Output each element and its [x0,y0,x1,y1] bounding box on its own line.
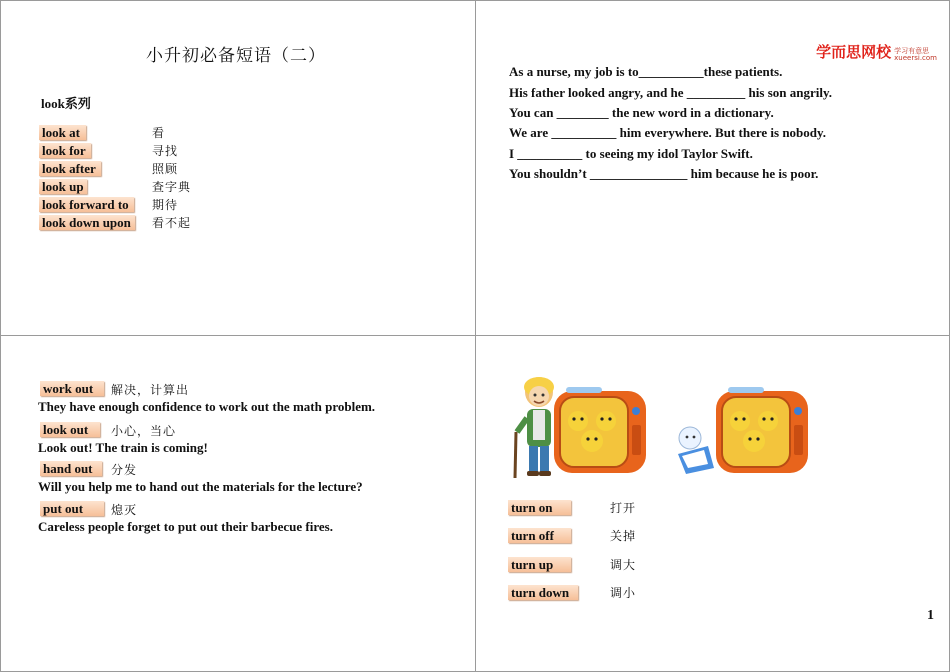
tv-illustration [552,385,648,479]
baby-illustration [668,424,720,480]
exercise-sentence-3: You can ________ the new word in a dictionary. [509,105,774,120]
phrase-turn-off [508,527,571,544]
logo-text: 学而思网校 [816,43,892,61]
phrase-put-out [40,500,104,517]
phrase-look-out [40,421,100,438]
phrase-tag: look out [40,422,100,437]
exercise-sentence-4: We are __________ him everywhere. But there is nobody. [509,125,827,140]
example-sentence: Will you help me to hand out the materials for the lecture? [38,479,363,494]
example-sentence: They have enough confidence to work out the math problem. [38,399,376,414]
phrase-tag: look down upon [39,215,135,230]
phrase-meaning: 调小 [610,586,637,600]
phrase-tag: look forward to [39,197,134,212]
phrase-tag: look after [39,161,101,176]
phrase-meaning: 看不起 [152,216,192,230]
phrase-look-after [39,160,101,177]
phrase-meaning: 期待 [152,198,179,212]
exercise-sentence-5: I __________ to seeing my idol Taylor Swift. [509,146,753,161]
phrase-tag: put out [40,501,104,516]
phrase-tag: look for [39,143,91,158]
phrase-tag: look up [39,179,87,194]
phrase-turn-up [508,556,571,573]
phrase-meaning: 寻找 [152,144,179,158]
phrase-look-down-upon [39,214,135,231]
phrase-look-forward-to [39,196,134,213]
xueersi-logo [816,41,937,62]
exercise-sentence-1: As a nurse, my job is to__________these patients. [509,64,783,79]
logo-url: xueersi.com [894,54,937,62]
phrase-meaning: 照顾 [152,162,179,176]
page-title: 小升初必备短语（二） [146,46,326,66]
phrase-work-out [40,380,104,397]
phrase-tag: turn on [508,500,571,515]
tv-illustration [714,385,810,479]
phrase-tag: turn up [508,557,571,572]
phrase-look-for [39,142,91,159]
phrase-turn-on [508,499,571,516]
section-heading: look系列 [41,96,91,111]
phrase-meaning: 熄灭 [111,503,138,517]
phrase-meaning: 查字典 [152,180,192,194]
example-sentence: Look out! The train is coming! [38,440,208,455]
phrase-meaning: 看 [152,126,166,140]
logo-slogan: 学习有意思 [894,47,930,55]
example-sentence: Careless people forget to put out their barbecue fires. [38,519,333,534]
phrase-meaning: 打开 [610,501,637,515]
phrase-hand-out [40,460,102,477]
phrase-turn-down [508,584,578,601]
phrase-tag: work out [40,381,104,396]
phrase-look-up [39,178,87,195]
slide-look-series [0,0,476,336]
phrase-meaning: 解决，计算出 [111,383,190,397]
phrase-meaning: 关掉 [610,529,637,543]
phrase-tag: look at [39,125,86,140]
exercise-sentence-2: His father looked angry, and he _________ his son angrily. [509,85,833,100]
phrase-meaning: 调大 [610,558,637,572]
phrase-look-at [39,124,86,141]
phrase-tag: turn down [508,585,578,600]
phrase-meaning: 分发 [111,463,138,477]
phrase-meaning: 小心，当心 [111,424,177,438]
page-number: 1 [927,608,934,623]
exercise-sentence-6: You shouldn’t _______________ him because he is poor. [509,166,819,181]
phrase-tag: hand out [40,461,102,476]
phrase-tag: turn off [508,528,571,543]
